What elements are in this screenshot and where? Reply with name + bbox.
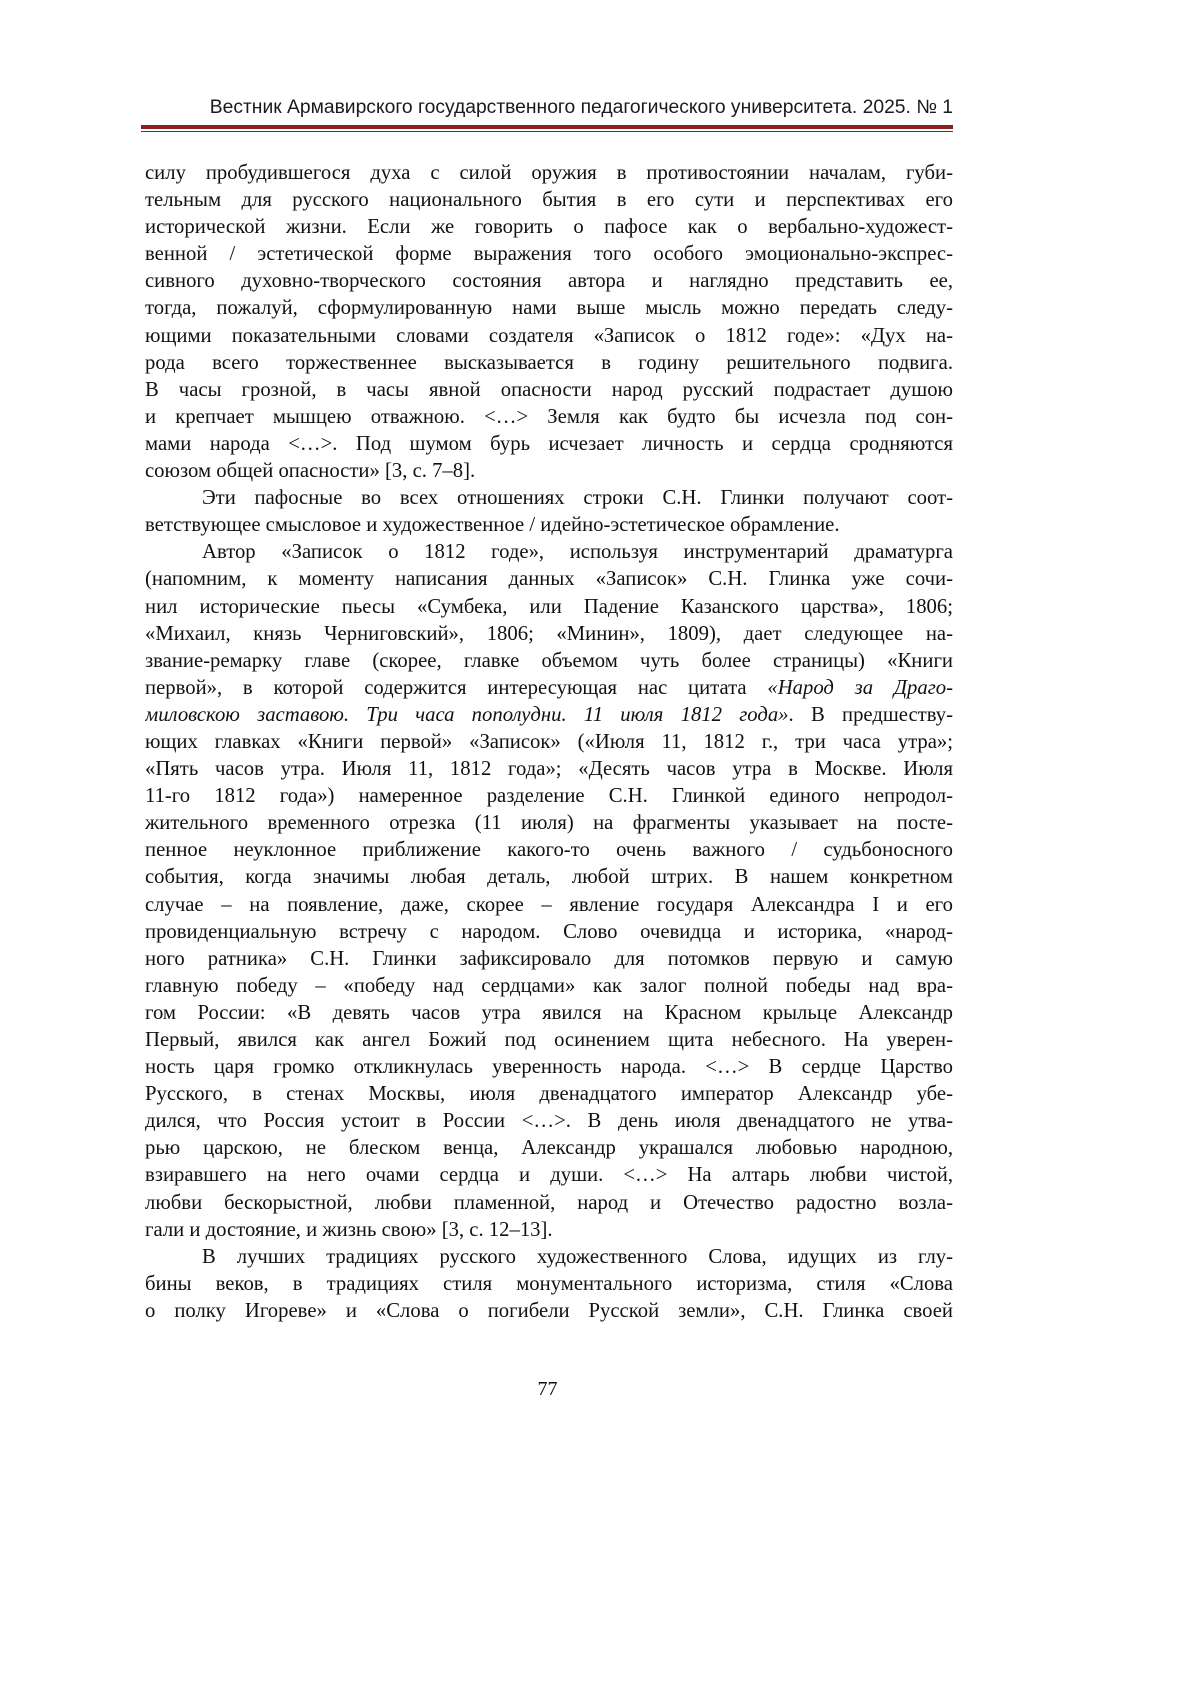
header-rule-thick — [141, 125, 953, 129]
text-line: ного ратника» С.Н. Глинки зафиксировало для потомков первую и самую — [145, 947, 953, 970]
text-line: рода всего торжественнее высказывается в годину решительного подвига. — [145, 351, 953, 374]
text-line: «Пять часов утра. Июля 11, 1812 года»; «Десять часов утра в Москве. Июля — [145, 758, 953, 781]
text-line: ность царя громко откликнулась уверенность народа. <…> В сердце Царство — [145, 1056, 953, 1079]
text-line: пенное неуклонное приближение какого-то очень важного / судьбоносного — [145, 839, 953, 862]
text-line: 11-го 1812 года») намеренное разделение С.Н. Глинкой единого непродол- — [145, 785, 953, 808]
text-line: Автор «Записок о 1812 годе», используя инструментарий драматурга — [202, 541, 953, 564]
running-header: Вестник Армавирского государственного педагогического университета. 2025. № 1 — [209, 97, 953, 118]
text-line: Первый, явился как ангел Божий под осинением щита небесного. На уверен- — [145, 1029, 953, 1051]
text-line: тельным для русского национального бытия в его сути и перспективах его — [145, 189, 953, 212]
text-line: (напомним, к моменту написания данных «Записок» С.Н. Глинка уже сочи- — [145, 568, 953, 591]
text-line: Русского, в стенах Москвы, июля двенадцатого император Александр убе- — [145, 1083, 953, 1106]
text-line: ветствующее смысловое и художественное / идейно-эстетическое обрамление. — [145, 514, 840, 537]
text-line: дился, что Россия устоит в России <…>. В день июля двенадцатого не утва- — [145, 1110, 953, 1133]
text-line: случае – на появление, даже, скорее – явление государя Александра I и его — [145, 893, 953, 916]
page-number: 77 — [537, 1378, 558, 1400]
text-line: В часы грозной, в часы явной опасности народ русский подрастает душою — [145, 378, 953, 401]
text-line: венной / эстетической форме выражения того особого эмоционально-экспрес- — [145, 243, 953, 266]
text-line: рью царскою, не блеском венца, Александр украшался любовью народною, — [145, 1137, 953, 1160]
text-line: жительного временного отрезка (11 июля) на фрагменты указывает на посте- — [145, 812, 953, 835]
text-line: гом России: «В девять часов утра явился на Красном крыльце Александр — [145, 1001, 953, 1024]
text-line: ющих главках «Книги первой» «Записок» («Июля 11, 1812 г., три часа утра»; — [145, 730, 953, 753]
article-body — [145, 160, 953, 1325]
text-line: мами народа <…>. Под шумом бурь исчезает личность и сердца сродняются — [145, 432, 953, 455]
text-line: взиравшего на него очами сердца и души. <…> На алтарь любви чистой, — [145, 1164, 953, 1187]
text-line: о полку Игореве» и «Слова о погибели Русской земли», С.Н. Глинка своей — [145, 1299, 953, 1322]
text-line: и крепчает мышцею отважною. <…> Земля как будто бы исчезла под сон- — [145, 405, 953, 428]
text-line: звание-ремарку главе (скорее, главке объемом чуть более страницы) «Книги — [145, 649, 953, 672]
text-line: события, когда значимы любая деталь, любой штрих. В нашем конкретном — [145, 866, 953, 889]
text-line: ющими показательными словами создателя «Записок о 1812 годе»: «Дух на- — [145, 324, 953, 347]
text-line: первой», в которой содержится интересующая нас цитата «Народ за Драго- — [145, 676, 953, 699]
text-line: бины веков, в традициях стиля монументального историзма, стиля «Слова — [145, 1272, 953, 1295]
text-line: миловскою заставою. Три часа пополудни. 11 июля 1812 года». В предшеству- — [145, 703, 953, 726]
text-line: нил исторические пьесы «Сумбека, или Падение Казанского царства», 1806; — [145, 595, 953, 618]
text-line: тогда, пожалуй, сформулированную нами выше мысль можно передать следу- — [145, 297, 953, 320]
text-line: союзом общей опасности» [3, с. 7–8]. — [145, 460, 476, 483]
text-line: провиденциальную встречу с народом. Слово очевидца и историка, «народ- — [145, 920, 953, 943]
text-line: исторической жизни. Если же говорить о пафосе как о вербально-художест- — [145, 216, 953, 239]
text-line: сивного духовно-творческого состояния автора и наглядно представить ее, — [145, 270, 953, 293]
text-line: силу пробудившегося духа с силой оружия в противостоянии началам, губи- — [145, 162, 953, 184]
header-rule-thin — [141, 131, 953, 132]
text-line: гали и достояние, и жизнь свою» [3, с. 12–13]. — [145, 1218, 553, 1241]
text-line: «Михаил, князь Черниговский», 1806; «Минин», 1809), дает следующее на- — [145, 622, 953, 645]
text-line: любви бескорыстной, любви пламенной, народ и Отечество радостно возла- — [145, 1191, 953, 1214]
text-line: главную победу – «победу над сердцами» как залог полной победы над вра- — [145, 974, 953, 997]
text-line: Эти пафосные во всех отношениях строки С.Н. Глинки получают соот- — [202, 487, 953, 510]
text-line: В лучших традициях русского художественного Слова, идущих из глу- — [202, 1245, 953, 1268]
